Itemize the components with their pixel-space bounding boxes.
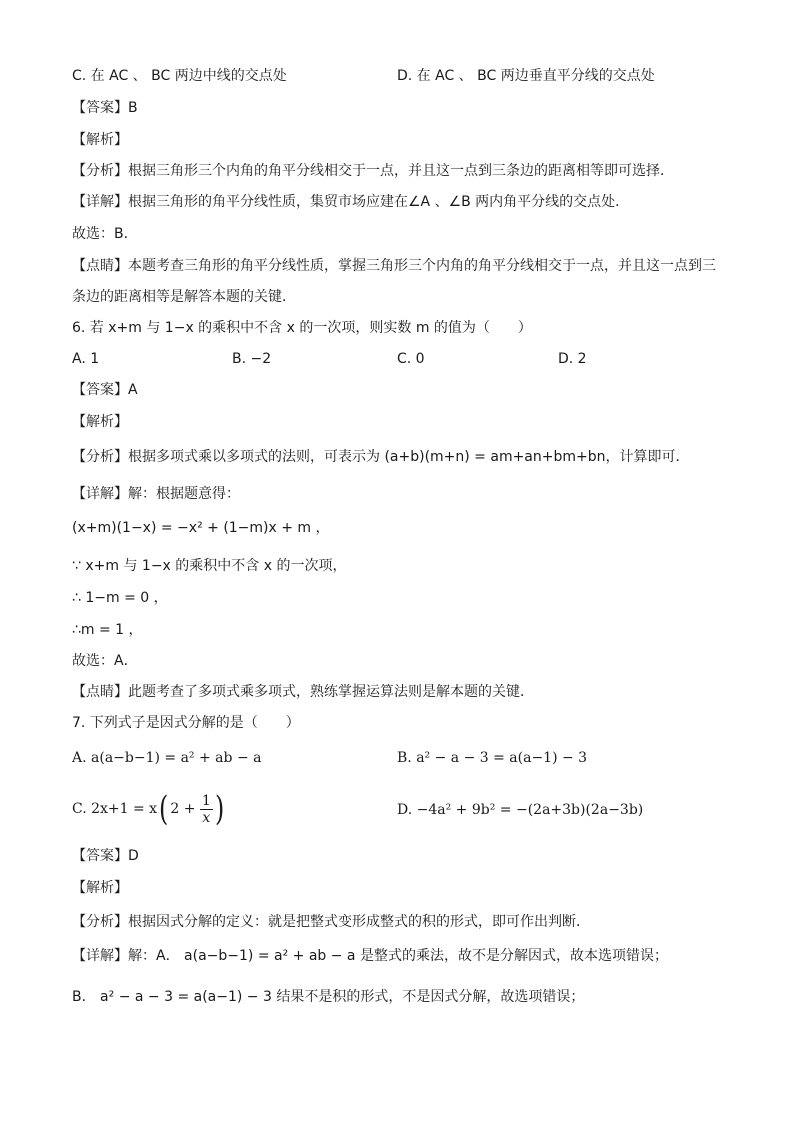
q7-stem: 7. 下列式子是因式分解的是（ ） [72, 715, 300, 731]
q5-answer: 【答案】B [72, 100, 138, 116]
q7-option-a: A. a(a−b−1) = a² + ab − a [72, 750, 262, 766]
q7-analysis: 【分析】根据因式分解的定义：就是把整式变形成整式的积的形式，即可作出判断． [72, 914, 590, 930]
fraction-denominator: x [202, 809, 211, 826]
q6-jiexi-heading: 【解析】 [72, 414, 128, 430]
q6-choice: 故选：A． [72, 653, 138, 669]
q7-option-b-explanation: B． a² − a − 3 = a(a−1) − 3 结果不是积的形式，不是因式分解，故选项错误； [72, 989, 585, 1005]
q5-jiexi-heading: 【解析】 [72, 132, 128, 148]
q6-option-b: B. −2 [232, 351, 272, 367]
q7-answer: 【答案】D [72, 848, 139, 864]
q5-detail: 【详解】根据三角形的角平分线性质，集贸市场应建在∠A 、∠B 两内角平分线的交点处． [72, 194, 630, 210]
q6-step-3: ∴ 1−m = 0 ， [72, 590, 168, 606]
q6-step-4: ∴m = 1 ， [72, 622, 143, 638]
q5-comment-line-2: 条边的距离相等是解答本题的关键． [72, 289, 296, 305]
q7-option-c: C. 2x+1 = x( 2 + $\frac{1}{x}$ ) [72, 789, 225, 829]
right-paren: ) [214, 789, 225, 829]
q6-answer: 【答案】A [72, 382, 138, 398]
q7-option-d: D. −4a² + 9b² = −(2a+3b)(2a−3b) [397, 802, 644, 818]
q7-option-c-prefix: C. 2x+1 = x [72, 801, 158, 817]
q5-analysis: 【分析】根据三角形三个内角的角平分线相交于一点，并且这一点到三条边的距离相等即可选择． [72, 163, 674, 179]
q6-step-2: ∵ x+m 与 1−x 的乘积中不含 x 的一次项， [72, 558, 347, 574]
q6-comment: 【点睛】此题考查了多项式乘多项式，熟练掌握运算法则是解本题的关键． [72, 684, 534, 700]
q5-option-d: D. 在 AC 、 BC 两边垂直平分线的交点处 [397, 68, 655, 84]
left-paren: ( [159, 789, 169, 829]
q7-option-c-fraction [200, 793, 213, 826]
q5-comment-line-1: 【点睛】本题考查三角形的角平分线性质，掌握三角形三个内角的角平分线相交于一点，并且这一点到三 [72, 258, 716, 274]
q6-stem: 6. 若 x+m 与 1−x 的乘积中不含 x 的一次项，则实数 m 的值为（ ） [72, 320, 532, 336]
q6-analysis: 【分析】根据多项式乘以多项式的法则，可表示为 (a+b)(m+n) = am+an+bm+bn，计算即可． [72, 449, 690, 465]
q6-option-c: C. 0 [397, 351, 425, 367]
q5-choice: 故选：B． [72, 226, 138, 242]
q5-option-c: C. 在 AC 、 BC 两边中线的交点处 [72, 68, 287, 84]
q7-jiexi-heading: 【解析】 [72, 880, 128, 896]
q6-detail: 【详解】解：根据题意得： [72, 486, 240, 502]
q6-option-a: A. 1 [72, 351, 100, 367]
q7-option-b: B. a² − a − 3 = a(a−1) − 3 [397, 750, 588, 766]
q6-option-d: D. 2 [558, 351, 587, 367]
q6-step-1: (x+m)(1−x) = −x² + (1−m)x + m ， [72, 520, 330, 536]
fraction-numerator: 1 [201, 792, 211, 809]
q7-detail: 【详解】解：A． a(a−b−1) = a² + ab − a 是整式的乘法，故不是分解因式，故本选项错误； [72, 948, 668, 964]
